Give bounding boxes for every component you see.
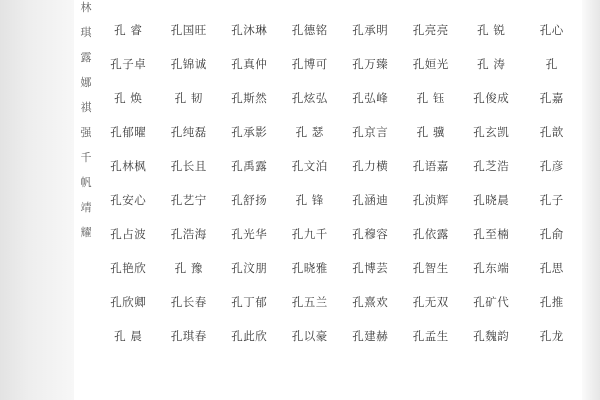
name-cell: 孔长春: [170, 295, 207, 310]
sidebar-char: 娜: [80, 76, 92, 89]
name-cell: 孔魏韵: [473, 329, 510, 344]
name-cell: 孔姮光: [412, 57, 449, 72]
name-cell: 孔 韧: [174, 91, 203, 106]
name-cell: 孔孟生: [412, 329, 449, 344]
table-row: [98, 320, 582, 354]
name-cell: 孔郁曜: [110, 125, 147, 140]
name-cell: 孔 锋: [295, 193, 324, 208]
name-cell: 孔真仲: [231, 57, 268, 72]
name-cell: 孔沐琳: [231, 23, 268, 38]
name-cell: 孔 骥: [416, 125, 445, 140]
name-cell: 孔 豫: [174, 261, 203, 276]
name-cell: 孔涵迪: [352, 193, 389, 208]
name-cell: 孔文泊: [291, 159, 328, 174]
name-cell: 孔博可: [291, 57, 328, 72]
name-cell: 孔龙: [539, 329, 564, 344]
name-cell: 孔林枫: [110, 159, 147, 174]
table-row: [98, 14, 582, 48]
sidebar-char: 强: [80, 126, 92, 139]
name-cell: 孔穆容: [352, 227, 389, 242]
name-cell: 孔无双: [412, 295, 449, 310]
name-cell: 孔五兰: [291, 295, 328, 310]
table-row: [98, 82, 582, 116]
name-cell: 孔 晨: [114, 329, 143, 344]
table-row: [98, 286, 582, 320]
name-cell: 孔亮亮: [412, 23, 449, 38]
sidebar-char: 露: [80, 51, 92, 64]
name-cell: 孔斯然: [231, 91, 268, 106]
name-cell: 孔汶朋: [231, 261, 268, 276]
name-cell: 孔安心: [110, 193, 147, 208]
name-cell: 孔锦诚: [170, 57, 207, 72]
name-cell: 孔歆: [539, 125, 564, 140]
table-row: [98, 150, 582, 184]
name-grid: [98, 0, 582, 400]
name-cell: 孔禹露: [231, 159, 268, 174]
name-cell: 孔东端: [473, 261, 510, 276]
table-row: [98, 252, 582, 286]
name-cell: 孔光华: [231, 227, 268, 242]
name-cell: 孔芝浩: [473, 159, 510, 174]
name-cell: 孔俊成: [473, 91, 510, 106]
name-cell: 孔晓晨: [473, 193, 510, 208]
name-cell: 孔欣卿: [110, 295, 147, 310]
name-cell: 孔弘峰: [352, 91, 389, 106]
name-cell: 孔以豪: [291, 329, 328, 344]
name-cell: 孔依露: [412, 227, 449, 242]
sidebar-char: 帆: [80, 176, 92, 189]
name-cell: 孔浈辉: [412, 193, 449, 208]
name-cell: 孔 瑟: [295, 125, 324, 140]
name-cell: 孔嘉: [539, 91, 564, 106]
name-cell: 孔承明: [352, 23, 389, 38]
name-cell: 孔语嘉: [412, 159, 449, 174]
name-cell: 孔 锐: [477, 23, 506, 38]
name-cell: 孔纯磊: [170, 125, 207, 140]
name-cell: 孔子卓: [110, 57, 147, 72]
name-cell: 孔炫弘: [291, 91, 328, 106]
name-cell: 孔舒扬: [231, 193, 268, 208]
name-cell: 孔建赫: [352, 329, 389, 344]
name-cell: 孔艺宁: [170, 193, 207, 208]
name-cell: 孔琪春: [170, 329, 207, 344]
table-row: [98, 48, 582, 82]
name-cell: 孔博芸: [352, 261, 389, 276]
name-cell: 孔晓雅: [291, 261, 328, 276]
name-cell: 孔 焕: [114, 91, 143, 106]
name-cell: 孔承影: [231, 125, 268, 140]
name-cell: 孔至楠: [473, 227, 510, 242]
name-cell: 孔推: [539, 295, 564, 310]
sidebar-char: 琪: [80, 26, 92, 39]
name-cell: 孔 睿: [114, 23, 143, 38]
name-cell: 孔占波: [110, 227, 147, 242]
name-cell: 孔国旺: [170, 23, 207, 38]
name-cell: 孔万臻: [352, 57, 389, 72]
name-cell: 孔力横: [352, 159, 389, 174]
name-cell: 孔熹欢: [352, 295, 389, 310]
name-cell: 孔智生: [412, 261, 449, 276]
sidebar-char: 祺: [80, 101, 92, 114]
name-cell: 孔此欣: [231, 329, 268, 344]
name-cell: 孔子: [539, 193, 564, 208]
name-cell: 孔德铭: [291, 23, 328, 38]
name-cell: 孔俞: [539, 227, 564, 242]
name-cell: 孔彦: [539, 159, 564, 174]
table-row: [98, 218, 582, 252]
name-cell: 孔: [545, 57, 558, 72]
name-cell: 孔长且: [170, 159, 207, 174]
table-row: [98, 116, 582, 150]
sidebar-char: 靖: [80, 201, 92, 214]
sidebar-char: 耀: [80, 226, 92, 239]
sidebar-char: 林: [80, 1, 92, 14]
name-cell: 孔艳欣: [110, 261, 147, 276]
name-cell: 孔京言: [352, 125, 389, 140]
name-cell: 孔九千: [291, 227, 328, 242]
sidebar-char: 千: [80, 151, 92, 164]
name-cell: 孔浩海: [170, 227, 207, 242]
name-cell: 孔玄凯: [473, 125, 510, 140]
name-cell: 孔矿代: [473, 295, 510, 310]
name-cell: 孔丁郁: [231, 295, 268, 310]
name-cell: 孔 钰: [416, 91, 445, 106]
name-cell: 孔思: [539, 261, 564, 276]
table-row: [98, 184, 582, 218]
name-cell: 孔 涛: [477, 57, 506, 72]
sidebar-character-column: [74, 0, 98, 400]
name-cell: 孔心: [539, 23, 564, 38]
